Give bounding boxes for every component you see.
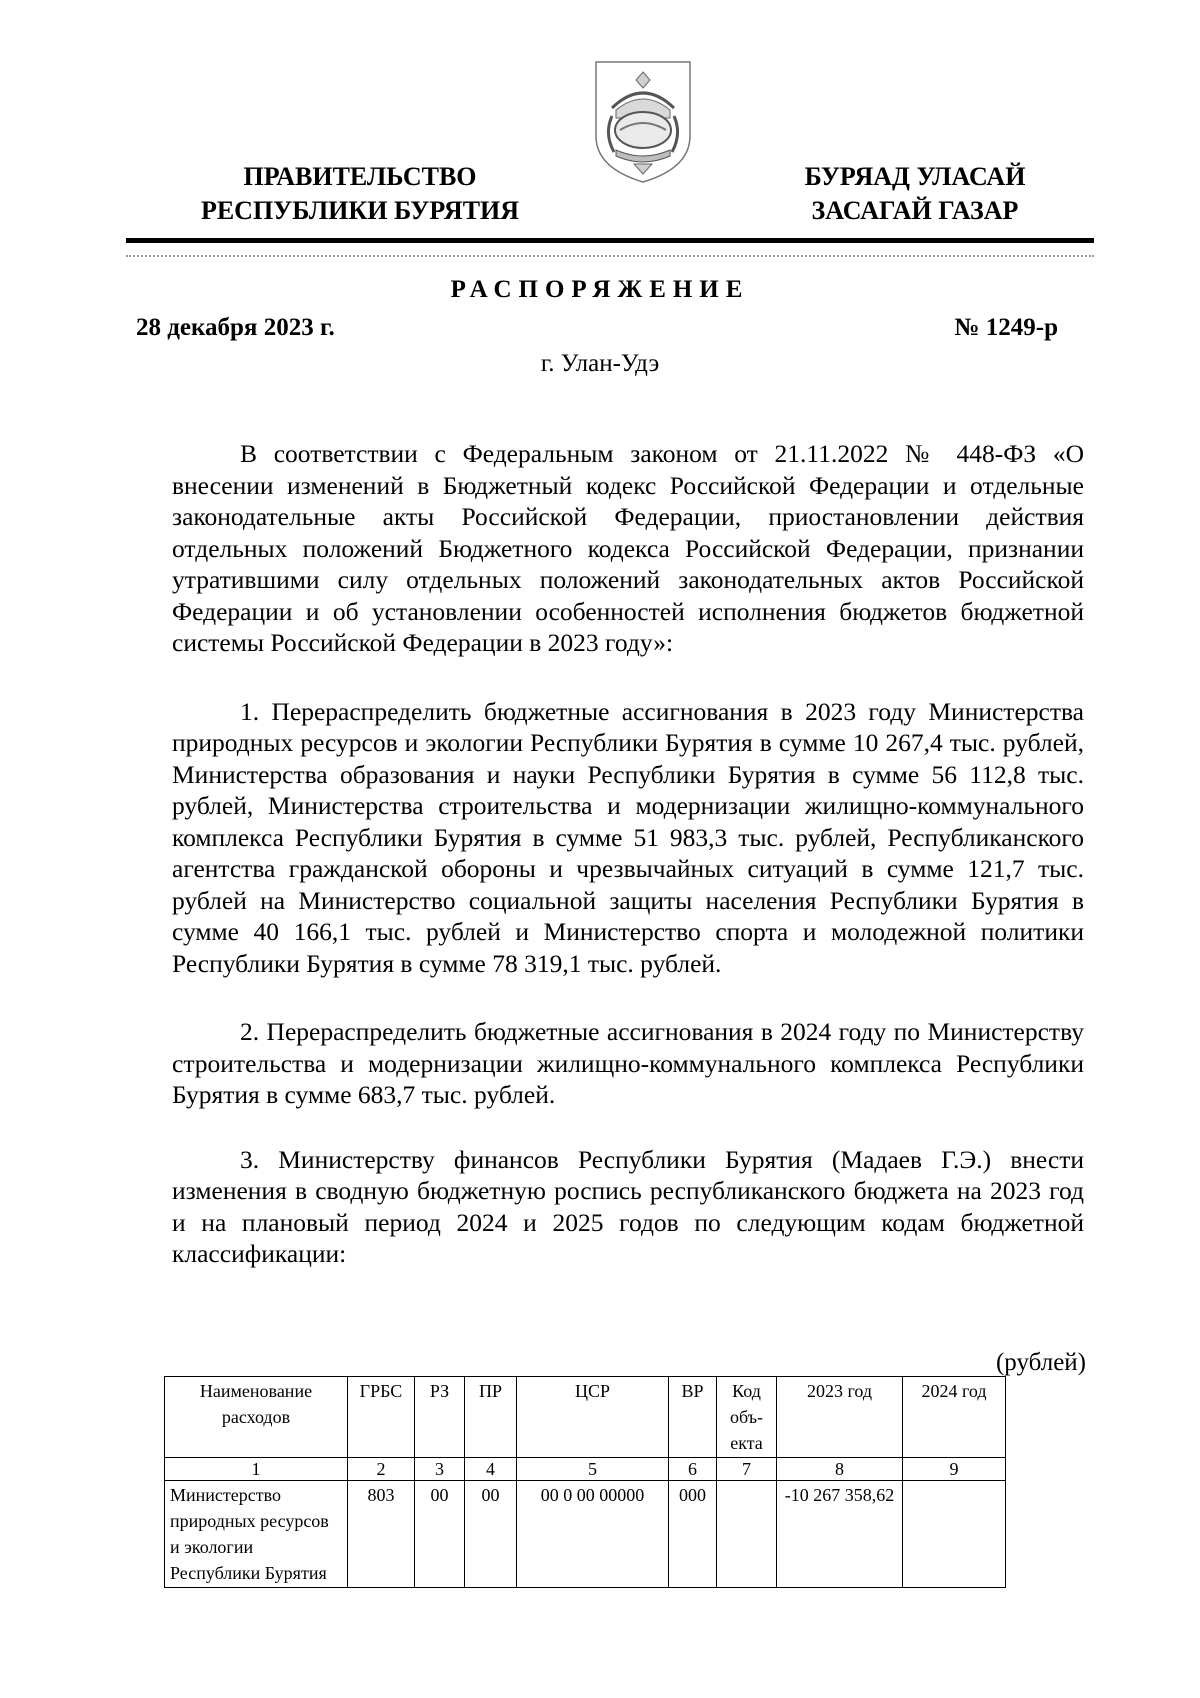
th-obj: Код объ-екта: [717, 1377, 777, 1458]
cell-obj: [717, 1481, 777, 1588]
col-number: 3: [415, 1458, 465, 1481]
document-date: 28 декабря 2023 г.: [136, 314, 335, 341]
cell-grbs: 803: [348, 1481, 415, 1588]
header-right-line2: ЗАСАГАЙ ГАЗАР: [811, 196, 1019, 225]
header-right: [750, 160, 1080, 228]
header-left-line1: ПРАВИТЕЛЬСТВО: [243, 162, 477, 191]
budget-classification-table: [164, 1376, 1006, 1588]
cell-vr: 000: [669, 1481, 717, 1588]
cell-csr: 00 0 00 00000: [517, 1481, 669, 1588]
header-left-line2: РЕСПУБЛИКИ БУРЯТИЯ: [200, 196, 520, 225]
cell-2024: [903, 1481, 1006, 1588]
table-header-row: [165, 1377, 1006, 1458]
item-1-paragraph: 1. Перераспределить бюджетные ассигнования в 2023 году Министерства природных ресурсов и экологии Республики Бурятия в сумме 10 267,4 тыс. рублей, Министерства образования и науки Республики Бурятия в сумме 56 112,8 тыс. рублей, Министерства строительства и модернизации жилищно-коммунального комплекса Республики Бурятия в сумме 51 983,3 тыс. рублей, Республиканского агентства гражданской обороны и чрезвычайных ситуаций в сумме 121,7 тыс. рублей на Министерство социальной защиты населения Республики Бурятия в сумме 40 166,1 тыс. рублей и Министерство спорта и молодежной политики Республики Бурятия в сумме 78 319,1 тыс. рублей.: [172, 696, 1084, 978]
table-unit-label: (рублей): [995, 1349, 1086, 1376]
header-divider-thick: [126, 238, 1094, 243]
header-divider-dotted: [126, 255, 1094, 257]
col-number: 8: [777, 1458, 903, 1481]
th-grbs: ГРБС: [348, 1377, 415, 1458]
preamble-paragraph: В соответствии с Федеральным законом от 21.11.2022 № 448-ФЗ «О внесении изменений в Бюджетный кодекс Российской Федерации и отдельные законодательные акты Российской Федерации, приостановлении действия отдельных положений Бюджетного кодекса Российской Федерации, признании утратившими силу отдельных положений законодательных актов Российской Федерации и об установлении особенностей исполнения бюджетов бюджетной системы Российской Федерации в 2023 году»:: [172, 439, 1084, 657]
document-city: г. Улан-Удэ: [540, 350, 660, 377]
th-name: Наименование расходов: [165, 1377, 348, 1458]
document-body: [172, 438, 1084, 1270]
th-csr: ЦСР: [517, 1377, 669, 1458]
document-title: РАСПОРЯЖЕНИЕ: [450, 276, 750, 303]
cell-2023: -10 267 358,62: [777, 1481, 903, 1588]
item-2-paragraph: 2. Перераспределить бюджетные ассигнования в 2024 году по Министерству строительства и модернизации жилищно-коммунального комплекса Республики Бурятия в сумме 683,7 тыс. рублей.: [172, 1017, 1084, 1109]
table-column-number-row: [165, 1458, 1006, 1481]
cell-rz: 00: [415, 1481, 465, 1588]
header-left: [150, 160, 570, 228]
col-number: 5: [517, 1458, 669, 1481]
th-vr: ВР: [669, 1377, 717, 1458]
cell-pr: 00: [465, 1481, 517, 1588]
item-3-paragraph: 3. Министерству финансов Республики Бурятия (Мадаев Г.Э.) внести изменения в сводную бюджетную роспись республиканского бюджета на 2023 год и на плановый период 2024 и 2025 годов по следующим кодам бюджетной классификации:: [172, 1144, 1084, 1268]
col-number: 6: [669, 1458, 717, 1481]
table-row: [165, 1481, 1006, 1588]
header-right-line1: БУРЯАД УЛАСАЙ: [804, 162, 1026, 191]
col-number: 9: [903, 1458, 1006, 1481]
th-pr: ПР: [465, 1377, 517, 1458]
th-2023: 2023 год: [777, 1377, 903, 1458]
th-rz: РЗ: [415, 1377, 465, 1458]
coat-of-arms-emblem: [590, 58, 696, 186]
cell-name: Министерство природных ресурсов и экологии Республики Бурятия: [165, 1481, 348, 1588]
col-number: 4: [465, 1458, 517, 1481]
th-2024: 2024 год: [903, 1377, 1006, 1458]
document-number: № 1249-р: [954, 314, 1058, 341]
col-number: 1: [165, 1458, 348, 1481]
col-number: 7: [717, 1458, 777, 1481]
col-number: 2: [348, 1458, 415, 1481]
